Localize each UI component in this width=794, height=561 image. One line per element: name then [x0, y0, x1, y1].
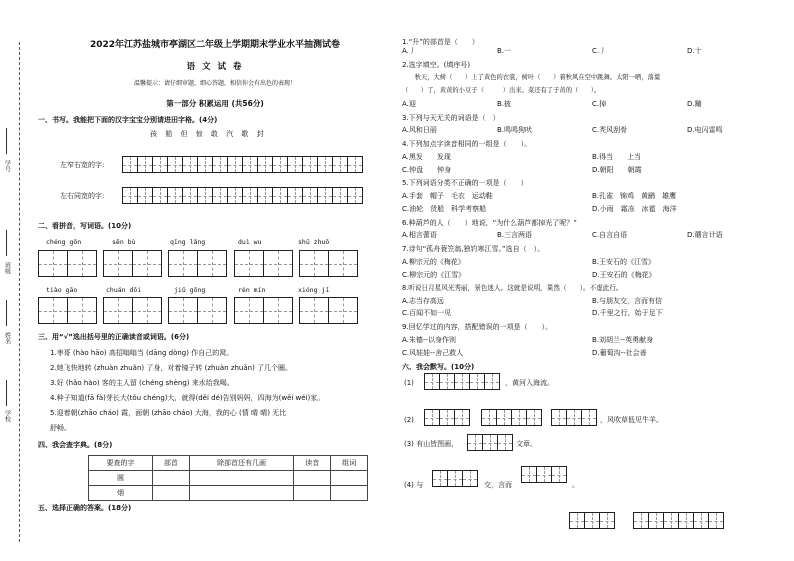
- q4-answer-cell[interactable]: [331, 486, 368, 501]
- r-q8-options-a: [402, 297, 782, 306]
- q2-pinyin-6: tiào gāo: [46, 286, 78, 294]
- q2-pinyin-3: qīng lǎng: [170, 238, 206, 246]
- binding-strip: [0, 0, 38, 561]
- option[interactable]: C.丿: [592, 46, 607, 55]
- option[interactable]: A.朱德--以身作则: [402, 335, 456, 344]
- option[interactable]: D.蹦: [687, 99, 702, 108]
- r-q2-options: [402, 100, 782, 109]
- r-q3-options: [402, 126, 782, 135]
- q4-answer-cell[interactable]: [189, 486, 294, 501]
- q3-item-5: 5.迎着朝(zhāo cháo) 霞，面朝 (zhāo cháo) 大海，我的心 (情 晴 晴) 无比: [50, 409, 287, 417]
- option[interactable]: B.一: [497, 46, 512, 55]
- fill1-grid[interactable]: [424, 373, 499, 393]
- option[interactable]: B.鸣鸣狗吠: [497, 126, 533, 135]
- q4-table: [88, 455, 368, 501]
- q1-row2-label: 左右同宽的字:: [60, 192, 105, 200]
- q4-heading: 四、我会查字典。(8分): [38, 441, 113, 449]
- option[interactable]: A.志当存高远: [402, 296, 444, 305]
- binding-label-school: 学校: [3, 410, 11, 422]
- option[interactable]: A.柳宗元的《梅花》: [402, 257, 465, 266]
- binding-write-line: [6, 300, 7, 326]
- q3-item-5-cont: 舒畅。: [50, 424, 71, 432]
- q5-heading: 五、选择正确的答案。(18分): [38, 504, 132, 512]
- q2-pinyin-8: jiǔ gōng: [174, 286, 206, 294]
- q4-answer-cell[interactable]: [189, 471, 294, 486]
- fill4-head: (4) 与: [404, 481, 424, 489]
- option[interactable]: C.油轮 货船 科学考察船: [402, 204, 487, 213]
- r-q6-heading: 六、我会默写。(10分): [402, 363, 475, 372]
- q4-row-char: 圆: [89, 471, 153, 486]
- exam-title: 2022年江苏盐城市亭湖区二年级上学期期末学业水平抽测试卷: [89, 40, 341, 50]
- extra-grid-a[interactable]: [569, 512, 614, 532]
- r-q1: 1.“升”的部首是（ ）: [402, 38, 479, 46]
- option[interactable]: C.钟盘 钟身: [402, 165, 452, 174]
- fill2-num: (2): [404, 416, 414, 424]
- fill2-grid-c[interactable]: [551, 409, 596, 429]
- binding-dotted-line: [19, 42, 20, 542]
- q3-item-1: 1.枣哥 (hào hāo) 高招嗡嗡当 (dāng dòng) 作自己的窝。: [50, 349, 234, 357]
- option[interactable]: D.电闪雷鸣: [687, 126, 723, 135]
- q2-pinyin-5: shū zhuō: [298, 238, 330, 246]
- r-q4-options-a: [402, 153, 782, 162]
- fill1-tail: ，黄河入海流。: [505, 379, 554, 387]
- fill1-num: (1): [404, 379, 414, 387]
- q4-header-radical: 部首: [152, 456, 189, 471]
- q4-answer-cell[interactable]: [331, 471, 368, 486]
- fill4-tail: 。: [572, 481, 579, 489]
- fill2-grid-a[interactable]: [424, 409, 469, 429]
- q4-header-char: 要查的字: [89, 456, 153, 471]
- fill3-grid[interactable]: [467, 434, 512, 454]
- option[interactable]: C.柳宗元的《江雪》: [402, 270, 466, 279]
- q2-row1-boxes[interactable]: [38, 250, 357, 280]
- option[interactable]: A.相言蕾语: [402, 231, 437, 240]
- q3-item-3: 3.好 (hǎo hào) 客的主人留 (chéng shèng) 来水给我喝。: [50, 379, 234, 387]
- extra-grid-b[interactable]: [633, 512, 723, 532]
- fill3-tail: 文章。: [516, 440, 537, 448]
- r-q8: 8.听说日月星风光秀丽，景色迷人。这就是说明，果然（ ）。不虚此行。: [402, 284, 623, 293]
- option[interactable]: B.孔雀 锦鸡 黄鹂 雄鹰: [592, 192, 677, 201]
- q2-pinyin-1: chéng gōn: [46, 238, 82, 246]
- q4-header-word: 组词: [331, 456, 368, 471]
- option[interactable]: C.风娃娃--舍己救人: [402, 348, 464, 357]
- r-q9-options-b: [402, 349, 782, 358]
- binding-write-line: [6, 128, 7, 154]
- exam-subject: 语 文 试 卷: [186, 62, 244, 72]
- q3-item-2: 2.她飞快地转 (zhuàn zhuǎn) 了身，对着镜子转 (zhuàn zhuǎn) 了几个圈。: [50, 364, 293, 372]
- option[interactable]: D.葡萄沟--社会善: [592, 348, 647, 357]
- option[interactable]: A.风和日丽: [402, 126, 437, 135]
- q3-heading: 三、用“√”选出括号里的正确读音或词语。(6分): [38, 333, 190, 341]
- q1-row2-grid[interactable]: [122, 187, 362, 207]
- q1-row1-label: 左窄右宽的字:: [60, 161, 105, 169]
- r-q5: 5.下列词语分类不正确的一项是（ ）: [402, 179, 528, 188]
- r-q2-passage-1: 秋天，大树（ ）上了黄色的衣裳，树叶（ ）着秋风在空中跳舞。太阳一晒，落葉: [402, 74, 661, 82]
- fill4-grid-a[interactable]: [432, 470, 477, 490]
- r-q2: 2.选字填空。(填序号): [402, 60, 471, 69]
- q3-item-4: 4.种子知道(fā fà)芽长大(tǒu chéng)大，就得(děi dé)告别妈妈，四海为(wěi wéi)家。: [50, 394, 325, 402]
- q4-answer-cell[interactable]: [294, 471, 331, 486]
- option[interactable]: B.披: [497, 99, 512, 108]
- option[interactable]: A.迎: [402, 99, 416, 108]
- q4-header-reading: 读音: [294, 456, 331, 471]
- q2-row2-boxes[interactable]: [38, 297, 357, 327]
- binding-label-class: 班级: [3, 262, 11, 274]
- r-q6-options: [402, 231, 782, 240]
- option[interactable]: B.三言两语: [497, 231, 533, 240]
- option[interactable]: C.自言自语: [592, 231, 628, 240]
- binding-write-line: [6, 380, 7, 406]
- r-q3: 3.下列与天无关的词语是（ ）: [402, 113, 500, 122]
- q4-header-strokes: 除部首还有几画: [189, 456, 294, 471]
- q1-row1-grid[interactable]: [122, 156, 362, 176]
- r-q5-options-b: [402, 205, 782, 214]
- q2-pinyin-4: duì wu: [238, 238, 262, 246]
- option[interactable]: A.黑发 发现: [402, 152, 451, 161]
- option[interactable]: C.掉: [592, 99, 607, 108]
- option[interactable]: C.百闻不如一见: [402, 309, 452, 318]
- binding-label-student-id: 学号: [3, 160, 11, 172]
- r-q7-options-b: [402, 271, 782, 280]
- r-q6: 6.种葫芦的人（ ）地说，“为什么葫芦都掉光了呢？”: [402, 218, 577, 227]
- r-q9-options-a: [402, 336, 782, 345]
- option[interactable]: C.秃风刮骨: [592, 126, 628, 135]
- fill2-grid-b[interactable]: [481, 409, 541, 429]
- binding-write-line: [6, 230, 7, 256]
- q2-pinyin-2: sēn bù: [112, 238, 136, 246]
- q2-pinyin-7: chuán dōi: [106, 286, 142, 294]
- r-q4-options-b: [402, 166, 782, 175]
- r-q4: 4.下列加点字读音相同的一组是（ ）。: [402, 140, 532, 149]
- option[interactable]: B.王安石的《江雪》: [592, 257, 656, 266]
- binding-label-name: 姓名: [3, 332, 11, 344]
- q4-answer-cell[interactable]: [294, 486, 331, 501]
- q4-answer-cell[interactable]: [152, 471, 189, 486]
- q2-pinyin-9: rén mín: [238, 286, 266, 294]
- r-q7-options-a: [402, 258, 782, 267]
- r-q2-passage-2: （ ）了，黄黄的小豆子（ ）出来。菜还有了子黄的（ ）。: [402, 87, 601, 95]
- q4-answer-cell[interactable]: [152, 486, 189, 501]
- fill4-mid: 交，言而: [484, 481, 512, 489]
- part1-heading: 第一部分 积累运用 (共56分): [166, 99, 264, 108]
- fill2-tail: ，风吹草低见牛羊。: [600, 416, 663, 424]
- fill4-grid-b[interactable]: [521, 466, 566, 486]
- option[interactable]: B.与朋友交，言而有信: [592, 296, 663, 305]
- fill3-head: (3) 有山皆图画，: [404, 440, 459, 448]
- option[interactable]: A.手套 帽子 毛衣 运动鞋: [402, 192, 493, 201]
- q2-pinyin-10: xióng jī: [298, 286, 330, 294]
- option[interactable]: D.朝阳 朝霞: [592, 165, 642, 174]
- right-column: [402, 38, 782, 372]
- option[interactable]: A.丿: [402, 46, 416, 55]
- r-q8-options-b: [402, 309, 782, 318]
- r-q9: 9.回忆学过的内容，搭配错误的一项是（ ）。: [402, 323, 553, 332]
- option[interactable]: D.蘑言计语: [687, 231, 723, 240]
- q2-heading: 二、看拼音，写词语。(10分): [38, 222, 132, 230]
- r-q5-options-a: [402, 192, 782, 201]
- option[interactable]: D.十: [687, 46, 702, 55]
- option[interactable]: D.千里之行，始于足下: [592, 309, 663, 318]
- exam-tip: 温馨提示：请仔细审题，细心答题，相信你会有出色的表现！: [133, 80, 296, 87]
- option[interactable]: D.小雨 霜冻 冰雹 海洋: [592, 204, 677, 213]
- option[interactable]: D.王安石的《梅花》: [592, 270, 656, 279]
- q1-chars: 孩 船 但 惊 敢 汽 歌 封: [150, 130, 267, 138]
- r-q7: 7.诗句“孤舟蓑笠翁,独钓寒江雪。”选自（ ）。: [402, 245, 545, 254]
- option[interactable]: B.刘胡兰--英勇献身: [592, 335, 654, 344]
- option[interactable]: B.得当 上当: [592, 152, 642, 161]
- r-q1-options: [402, 47, 782, 56]
- q1-heading: 一、书写。我能把下面的汉字宝宝分别请进田字格。(4分): [38, 116, 218, 124]
- q4-row-char: 烟: [89, 486, 153, 501]
